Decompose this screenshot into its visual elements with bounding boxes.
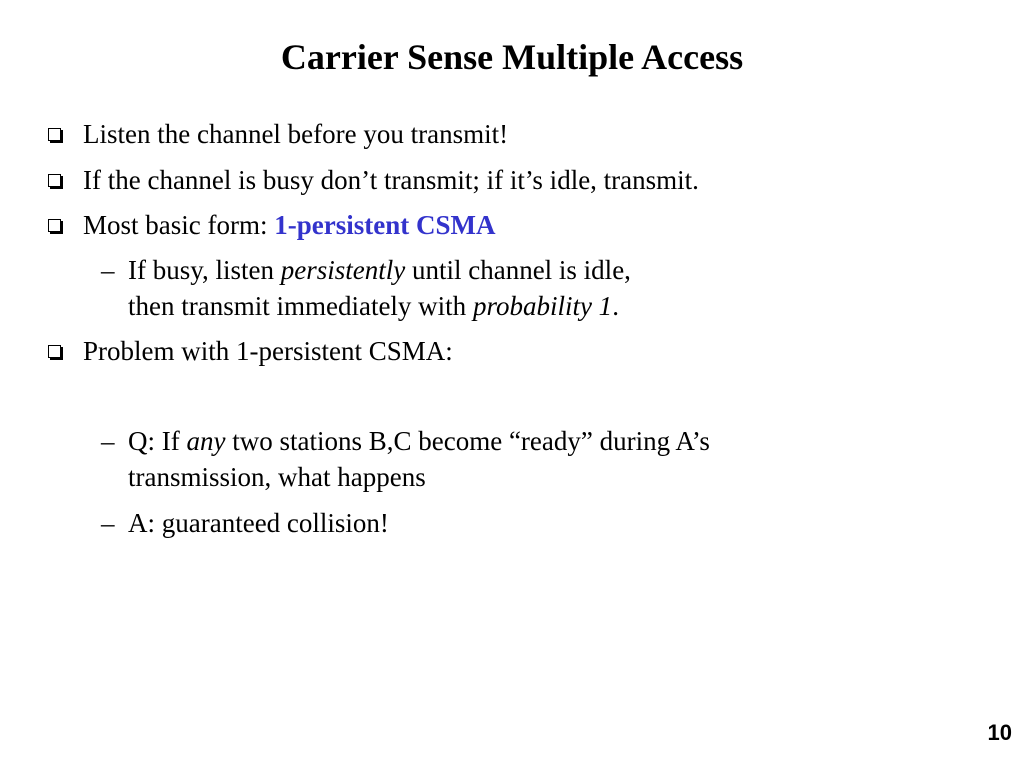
checkbox-bullet-icon [48, 174, 61, 187]
sub-item-emphasis: persistently [280, 255, 406, 285]
sub-item-text: then transmit immediately with [128, 291, 473, 321]
sub-item-persistent-line2 [128, 288, 619, 324]
highlight-1-persistent-csma: 1-persistent CSMA [274, 210, 496, 240]
checkbox-bullet-icon [48, 219, 61, 232]
bullet-item-listen: Listen the channel before you transmit! [83, 119, 509, 149]
basic-form-label: Most basic form: [83, 210, 275, 240]
sub-item-question-line1 [128, 423, 710, 459]
sub-item-answer: A: guaranteed collision! [128, 508, 389, 538]
sub-item-persistent-line1 [128, 252, 631, 288]
sub-item-question-line2: transmission, what happens [128, 462, 426, 492]
sub-item-emphasis: probability 1 [472, 291, 613, 321]
sub-item-emphasis: any [186, 426, 226, 456]
dash-marker: – [101, 255, 115, 285]
sub-item-text: . [612, 291, 619, 321]
sub-item-text: If busy, listen [128, 255, 281, 285]
checkbox-bullet-icon [48, 128, 61, 141]
bullet-item-basic-form [83, 207, 495, 243]
sub-item-text: until channel is idle, [405, 255, 631, 285]
page-number: 10 [987, 720, 1012, 745]
bullet-item-problem: Problem with 1-persistent CSMA: [83, 336, 453, 366]
sub-item-text: Q: If [128, 426, 187, 456]
checkbox-bullet-icon [48, 345, 61, 358]
dash-marker: – [101, 508, 115, 538]
dash-marker: – [101, 426, 115, 456]
sub-item-text: two stations B,C become “ready” during A’s [225, 426, 710, 456]
slide-title: Carrier Sense Multiple Access [280, 37, 744, 77]
bullet-item-busy: If the channel is busy don’t transmit; if it’s idle, transmit. [83, 165, 699, 195]
